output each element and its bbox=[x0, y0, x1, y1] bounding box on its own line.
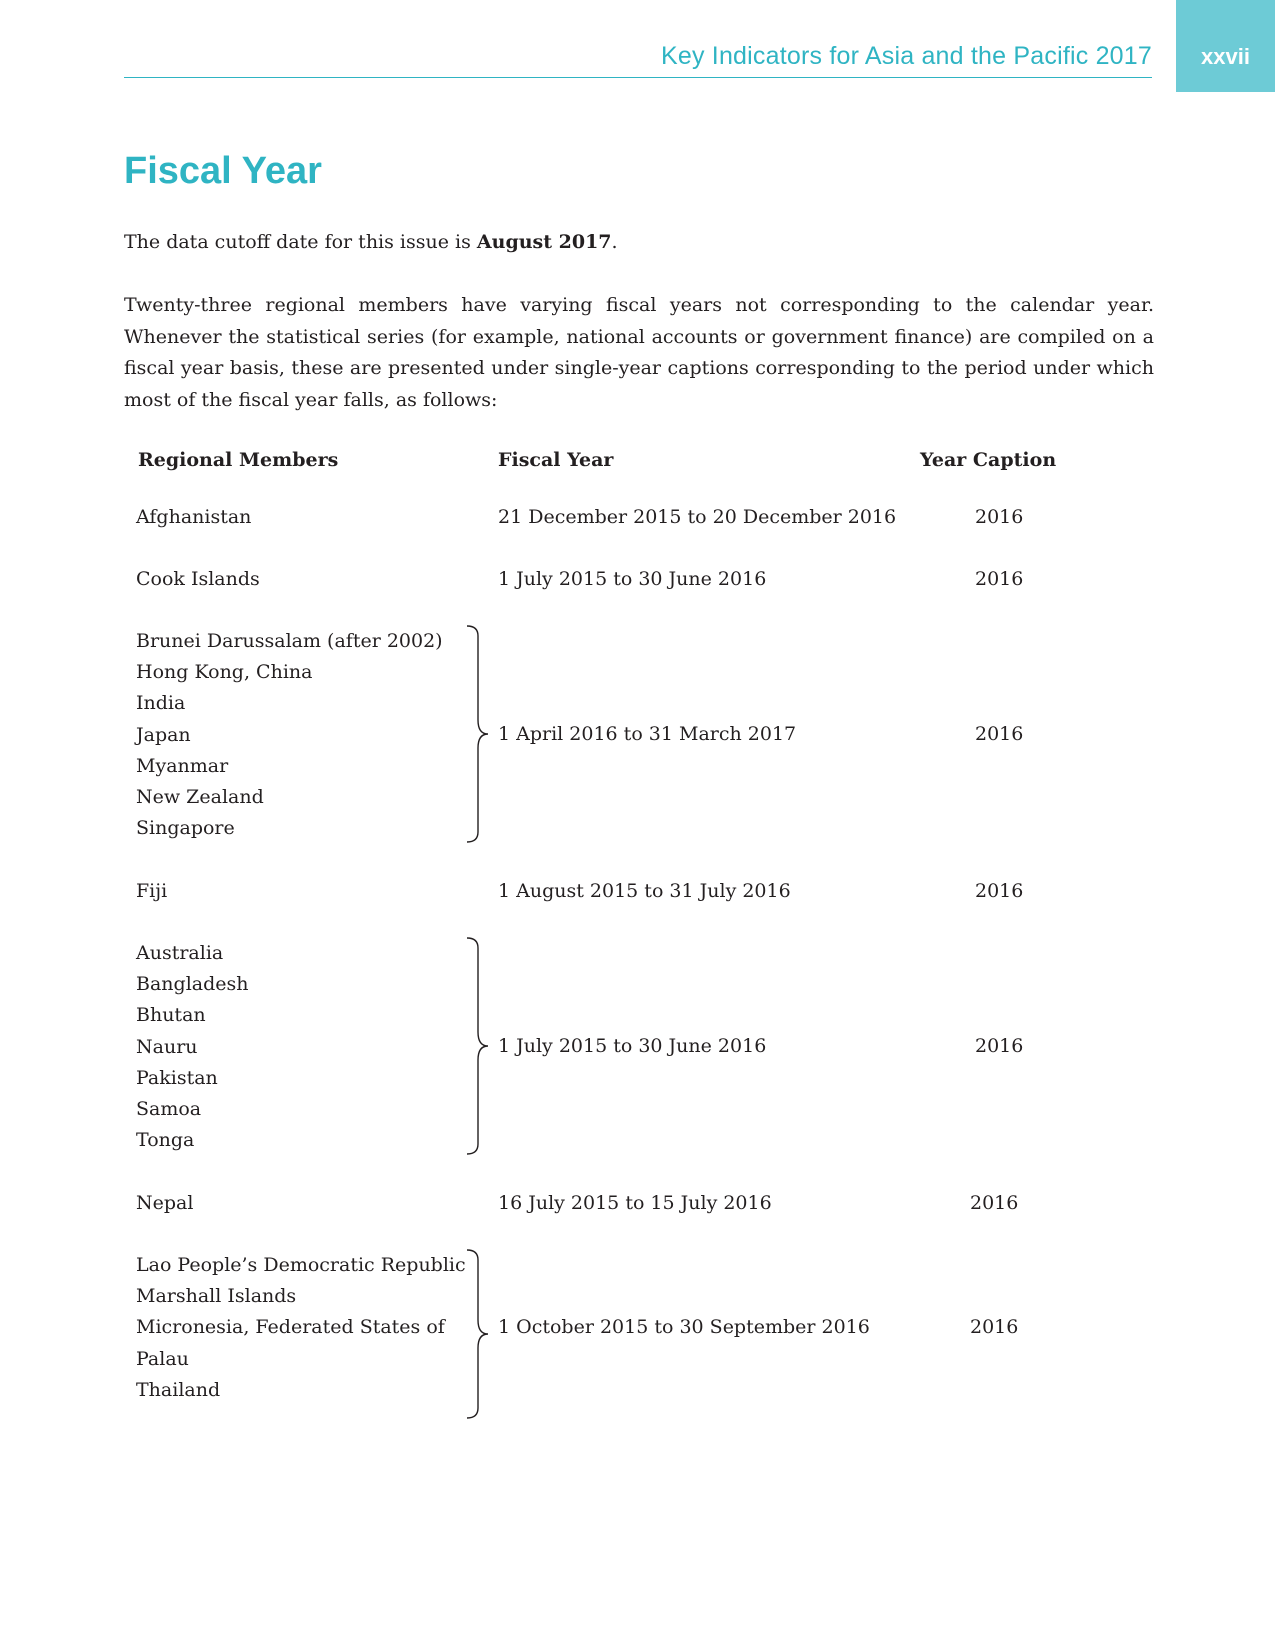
fiscal-year-period: 1 July 2015 to 30 June 2016 bbox=[498, 568, 767, 590]
member-name: Micronesia, Federated States of bbox=[136, 1316, 445, 1339]
member-name: Samoa bbox=[136, 1098, 202, 1121]
member-name: Marshall Islands bbox=[136, 1285, 297, 1308]
member-name: Fiji bbox=[136, 880, 168, 902]
page-number-tab bbox=[1176, 0, 1275, 92]
year-caption: 2016 bbox=[970, 1192, 1019, 1214]
fiscal-year-period: 21 December 2015 to 20 December 2016 bbox=[498, 506, 897, 528]
member-name: Pakistan bbox=[136, 1066, 218, 1089]
member-name: Afghanistan bbox=[136, 506, 252, 528]
member-name: Hong Kong, China bbox=[136, 661, 313, 684]
fiscal-year-period: 1 April 2016 to 31 March 2017 bbox=[498, 723, 797, 745]
member-list bbox=[136, 626, 443, 844]
member-list bbox=[136, 564, 260, 595]
column-header-year-caption: Year Caption bbox=[920, 449, 1057, 471]
member-name: Nepal bbox=[136, 1192, 194, 1214]
member-name: India bbox=[136, 692, 186, 715]
member-name: Thailand bbox=[136, 1378, 221, 1401]
member-list bbox=[136, 1188, 193, 1219]
member-name: Brunei Darussalam (after 2002) bbox=[136, 630, 443, 652]
member-name: Bhutan bbox=[136, 1004, 206, 1027]
right-brace bbox=[462, 1248, 492, 1420]
member-name: Myanmar bbox=[136, 754, 229, 777]
member-list bbox=[136, 938, 249, 1156]
fiscal-year-period: 1 July 2015 to 30 June 2016 bbox=[498, 1035, 767, 1057]
year-caption: 2016 bbox=[975, 723, 1024, 745]
column-header-fiscal-year: Fiscal Year bbox=[498, 449, 614, 471]
right-brace bbox=[462, 624, 492, 844]
member-name: Australia bbox=[136, 942, 224, 964]
right-brace bbox=[462, 936, 492, 1156]
member-list bbox=[136, 1250, 466, 1406]
cutoff-prefix: The data cutoff date for this issue is bbox=[124, 231, 477, 253]
member-list bbox=[136, 502, 251, 533]
year-caption: 2016 bbox=[975, 568, 1024, 590]
cutoff-date: August 2017 bbox=[476, 231, 612, 253]
member-name: New Zealand bbox=[136, 786, 264, 809]
year-caption: 2016 bbox=[975, 506, 1024, 528]
cutoff-statement bbox=[124, 227, 1154, 259]
member-list bbox=[136, 876, 167, 907]
header-divider bbox=[124, 77, 1152, 78]
cutoff-suffix: . bbox=[611, 231, 618, 253]
year-caption: 2016 bbox=[975, 1035, 1024, 1057]
intro-paragraph: Twenty-three regional members have varying fiscal years not corresponding to the calendar year. Whenever the statistical series (for example, national accounts or government finance) are compiled on a fiscal year basis, these are presented under single-year captions corresponding to the period under which most of the fiscal year falls, as follows: bbox=[124, 294, 1154, 411]
year-caption: 2016 bbox=[970, 1316, 1019, 1338]
member-name: Palau bbox=[136, 1347, 189, 1370]
year-caption: 2016 bbox=[975, 880, 1024, 902]
running-header-title: Key Indicators for Asia and the Pacific 2017 bbox=[660, 42, 1152, 70]
member-name: Cook Islands bbox=[136, 568, 260, 590]
fiscal-year-period: 1 August 2015 to 31 July 2016 bbox=[498, 880, 791, 902]
member-name: Nauru bbox=[136, 1035, 198, 1058]
fiscal-year-period: 1 October 2015 to 30 September 2016 bbox=[498, 1316, 870, 1338]
page-title: Fiscal Year bbox=[124, 150, 322, 192]
member-name: Tonga bbox=[136, 1129, 195, 1152]
fiscal-year-period: 16 July 2015 to 15 July 2016 bbox=[498, 1192, 772, 1214]
member-name: Bangladesh bbox=[136, 973, 249, 996]
member-name: Singapore bbox=[136, 817, 235, 840]
member-name: Japan bbox=[136, 723, 191, 746]
page-number: xxvii bbox=[1201, 44, 1250, 69]
member-name: Lao People’s Democratic Republic bbox=[136, 1254, 466, 1276]
column-header-members: Regional Members bbox=[138, 449, 339, 471]
